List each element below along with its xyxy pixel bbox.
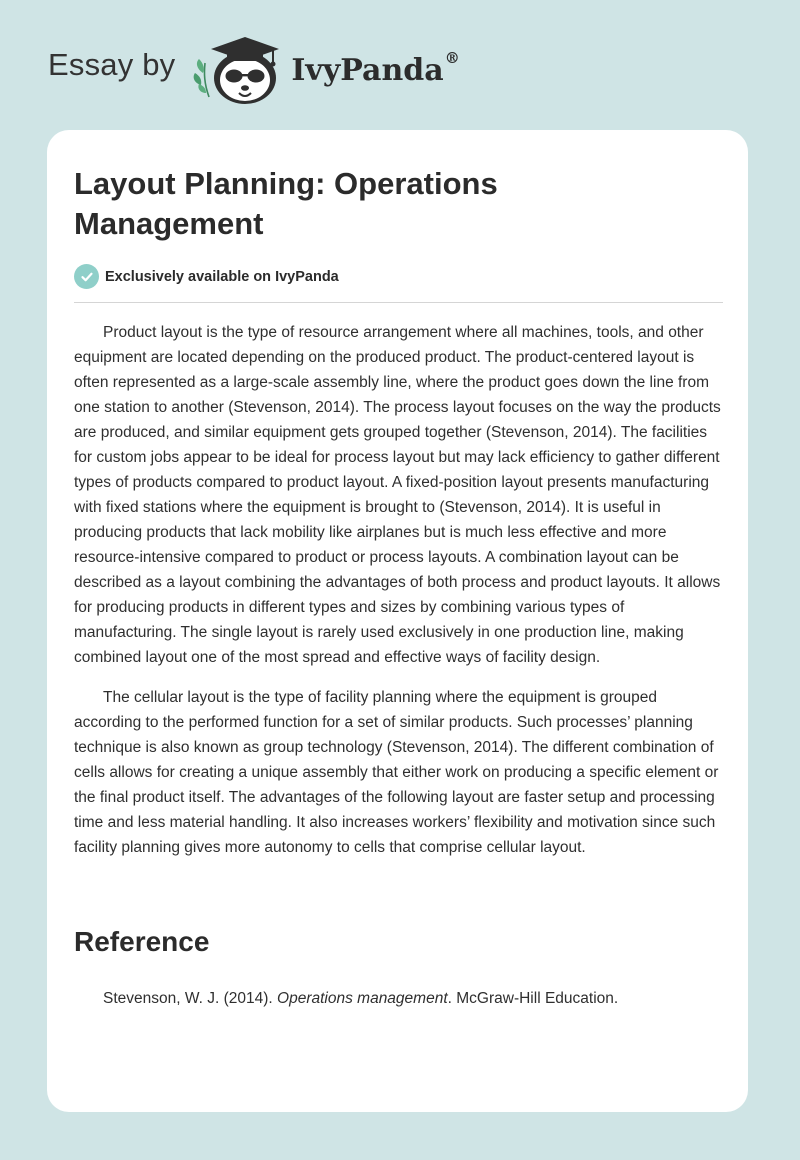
check-circle-icon xyxy=(74,264,99,289)
divider xyxy=(74,302,723,303)
reference-entry: Stevenson, W. J. (2014). Operations management. McGraw-Hill Education. xyxy=(103,990,619,1007)
exclusive-badge xyxy=(74,264,339,289)
exclusive-label: Exclusively available on IvyPanda xyxy=(105,268,339,285)
paragraph: The cellular layout is the type of facility planning where the equipment is grouped according to the performed function for a set of similar products. Such processes’ planning technique is also known as group technology (Stevenson, 2014). The different combination of cells allows for creating a unique assembly that either work on producing a specific element or the final product itself. The advantages of the following layout are faster setup and processing time and less material handling. It also increases workers’ flexibility and motivation since such facility planning gives more autonomy to cells that comprise cellular layout. xyxy=(74,689,719,856)
panda-logo-icon xyxy=(189,33,289,105)
reference-work-title: Operations management xyxy=(277,990,448,1007)
paragraph: Product layout is the type of resource arrangement where all machines, tools, and other equipment are located depending on the produced product. The product-centered layout is often represented as a large-scale assembly line, where the product goes down the line from one station to another (Stevenson, 2014). The process layout focuses on the way the products are produced, and similar equipment gets grouped together (Stevenson, 2014). The facilities for custom jobs appear to be ideal for process layout but may lack efficiency to gather different types of products compared to product layout. A fixed-position layout presents manufacturing with fixed stations where the equipment is brought to (Stevenson, 2014). It is useful in producing products that lack mobility like airplanes but is much less effective and more resource-intensive compared to product or process layouts. A combination layout can be described as a layout combining the advantages of both process and product layouts. It allows for producing products in different types and sizes by combining various types of manufacturing. The single layout is rarely used exclusively in one production line, making combined layout one of the most spread and effective ways of facility design. xyxy=(74,324,721,666)
brand-header xyxy=(48,34,460,104)
reference-heading: Reference xyxy=(74,926,210,957)
essay-by-label: Essay by xyxy=(48,47,176,82)
page-title: Layout Planning: Operations Management xyxy=(74,166,498,241)
essay-card xyxy=(47,130,748,1112)
essay-body xyxy=(74,320,725,875)
brand-name: IvyPanda® xyxy=(291,48,460,88)
